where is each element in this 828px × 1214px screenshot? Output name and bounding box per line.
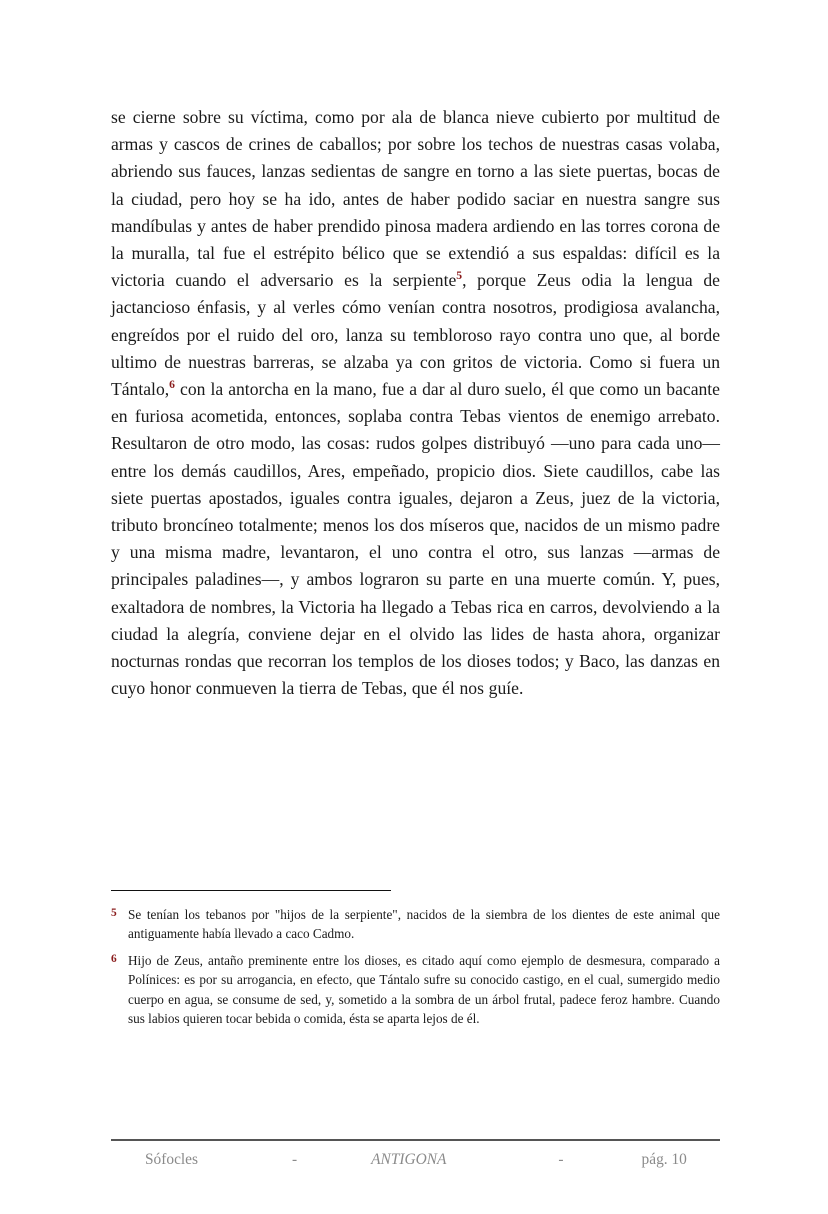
body-paragraph bbox=[111, 104, 720, 702]
footnote-reference-5[interactable]: 5 bbox=[456, 269, 463, 283]
page-footer bbox=[111, 1139, 720, 1170]
footer-work-title: ANTIGONA bbox=[371, 1151, 447, 1168]
footer-page-number: pág. 10 bbox=[641, 1151, 687, 1168]
footnote-number-6[interactable]: 6 bbox=[111, 952, 117, 965]
footer-separator-dash-2: - bbox=[558, 1151, 564, 1168]
main-text-column bbox=[111, 104, 720, 702]
footer-author: Sófocles bbox=[145, 1151, 199, 1168]
footnote-area bbox=[111, 890, 720, 1035]
footnote-text-6: Hijo de Zeus, antaño preminente entre los dioses, es citado aquí como ejemplo de desmesura, comparado a Polínices: es por su arrogancia, en efecto, que Tántalo sufre su conocido castigo, en el cual, sumergido medio cuerpo en agua, se consume de sed, y, sometido a la sombra de un árbol frutal, padece feroz hambre. Cuando sus labios quieren tocar bebida o comida, ésta se aparta lejos de él. bbox=[128, 952, 720, 1027]
body-text-segment-1: se cierne sobre su víctima, como por ala de blanca nieve cubierto por multitud de armas y cascos de crines de caballos; por sobre los techos de nuestras casas volaba, abriendo sus fauces, lanzas sedientas de sangre en torno a las siete puertas, bocas de la ciudad, pero hoy se ha ido, antes de haber podido saciar en nuestra sangre sus mandíbulas y antes de haber prendido pinosa madera ardiendo en las torres corona de la muralla, tal fue el estrépito bélico que se extendió a sus espaldas: difícil es la victoria cuando el adversario es la serpiente bbox=[111, 107, 720, 291]
body-text-segment-2: , porque Zeus odia la lengua de jactancioso énfasis, y al verles cómo venían contra nosotros, prodigiosa avalancha, engreídos por el ruido del oro, lanza su tembloroso rayo contra uno que, al borde ultimo de nuestras barreras, se alzaba ya con gritos de victoria. Como si fuera un Tántalo, bbox=[111, 270, 720, 400]
footnote-number-5[interactable]: 5 bbox=[111, 907, 117, 919]
footnote-item bbox=[111, 951, 720, 1029]
footer-separator-dash-1: - bbox=[292, 1151, 298, 1168]
footnote-text-5: Se tenían los tebanos por "hijos de la serpiente", nacidos de la siembra de los dientes de este animal que antiguamente había llevado a caco Cadmo. bbox=[128, 907, 720, 942]
footnote-reference-6[interactable]: 6 bbox=[169, 378, 175, 392]
footnote-item bbox=[111, 905, 720, 944]
body-text-segment-3: con la antorcha en la mano, fue a dar al duro suelo, él que como un bacante en furiosa acometida, entonces, soplaba contra Tebas vientos de enemigo arrebato. Resultaron de otro modo, las cosas: rudos golpes distribuyó —uno para cada uno— entre los demás caudillos, Ares, empeñado, propicio dios. Siete caudillos, cabe las siete puertas apostados, iguales contra iguales, dejaron a Zeus, juez de la victoria, tributo broncíneo totalmente; menos los dos míseros que, nacidos de un mismo padre y una misma madre, levantaron, el uno contra el otro, sus lanzas —armas de principales paladines—, y ambos lograron su parte en una muerte común. Y, pues, exaltadora de nombres, la Victoria ha llegado a Tebas rica en carros, devolviendo a la ciudad la alegría, conviene dejar en el olvido las lides de hasta ahora, organizar nocturnas rondas que recorran los templos de los dioses todos; y Baco, las danzas en cuyo honor conmueven la tierra de Tebas, que él nos guíe. bbox=[111, 379, 720, 699]
footer-separator-rule bbox=[111, 1139, 720, 1141]
footnote-separator-rule bbox=[111, 890, 391, 891]
footer-row bbox=[111, 1150, 720, 1170]
